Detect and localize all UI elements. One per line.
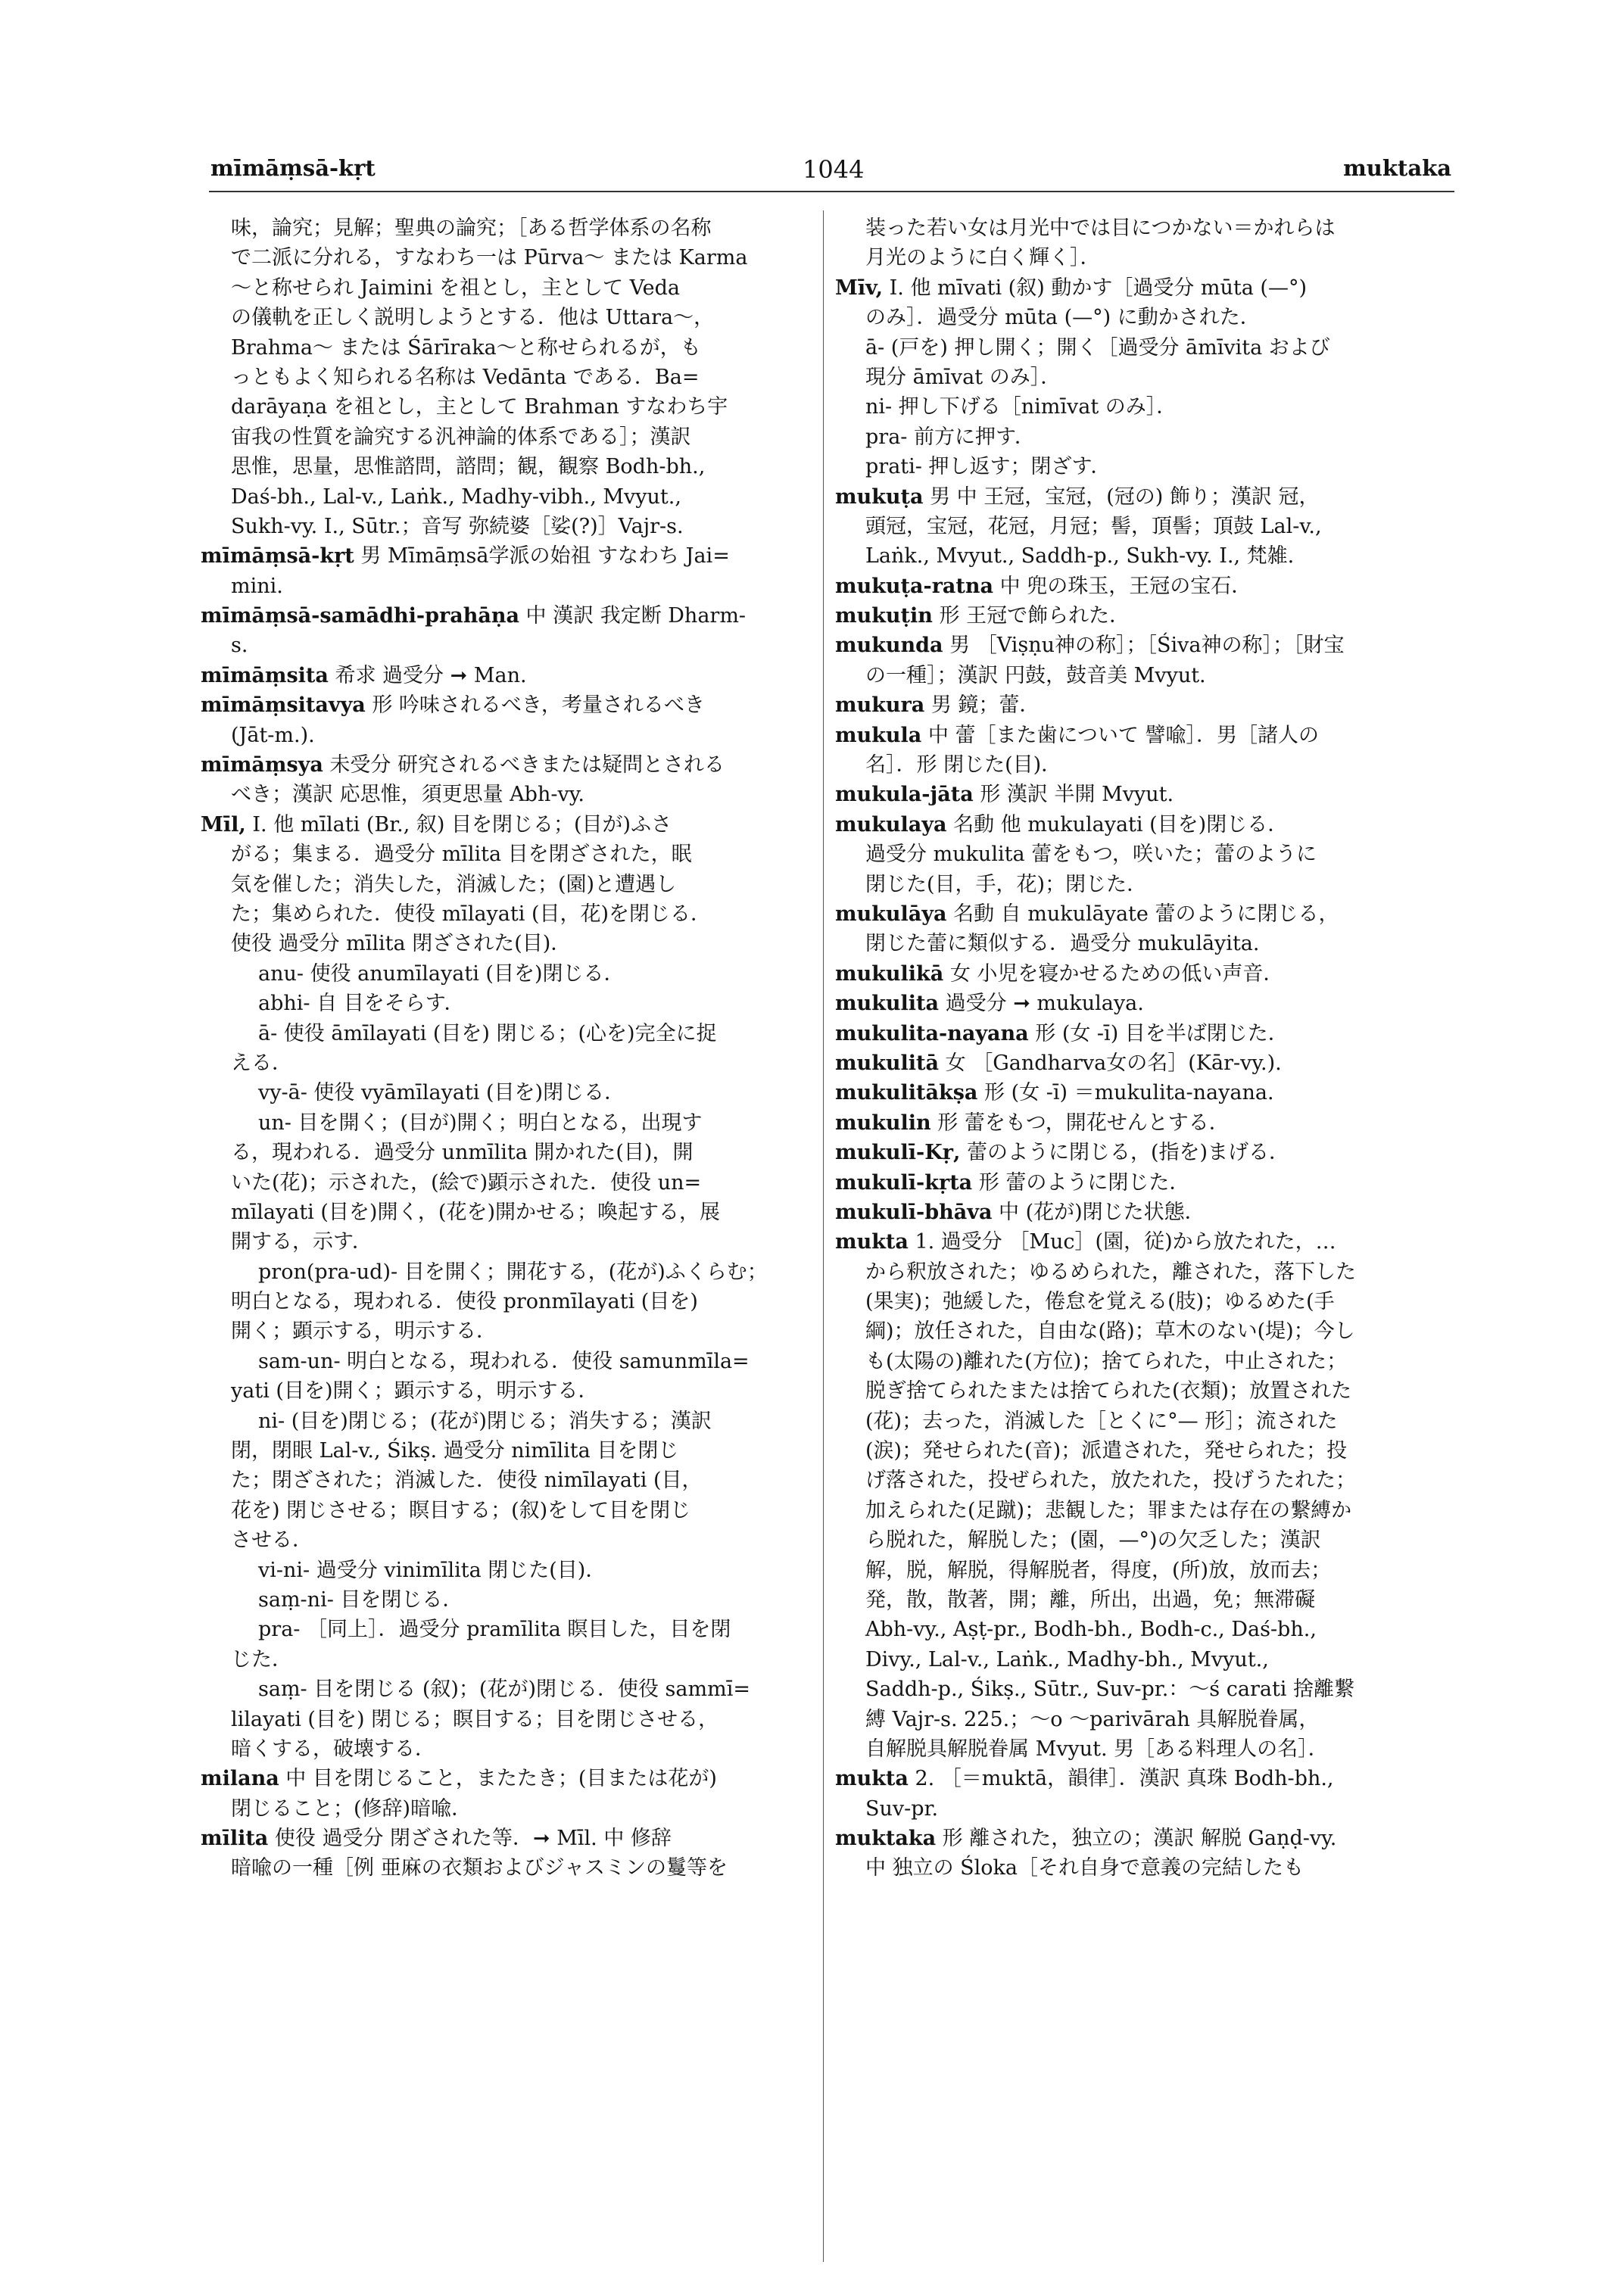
text-line: (果実)；弛緩した，倦怠を覚える(肢)；ゆるめた(手 — [865, 1290, 1335, 1314]
text-line: 装った若い女は月光中では目につかない＝かれらは — [865, 217, 1336, 240]
text-line: mukulitā 女 ［Gandharva女の名］(Kār-vy.). — [835, 1051, 1282, 1075]
headword: mukuṭin — [835, 604, 933, 628]
text-line: 名］．形 閉じた(目)． — [865, 753, 1062, 777]
headword: mukunda — [835, 634, 943, 658]
text-line: 花を) 閉じさせる；瞑目する；(叙)をして目を閉じ — [231, 1498, 691, 1522]
running-head-left: mīmāṃsā-kṛt — [210, 155, 376, 181]
text-line: mukulī-Kṛ, 蕾のように閉じる，(指を)まげる． — [835, 1141, 1290, 1165]
headword: mīmāṃsitavya — [201, 693, 366, 718]
text-line: げ落された，投ぜられた，放たれた，投げうたれた； — [865, 1469, 1356, 1493]
text-line: 脱ぎ捨てられたまたは捨てられた(衣類)；放置された — [865, 1379, 1352, 1404]
text-line: mukuṭa-ratna 中 兜の珠玉，王冠の宝石． — [835, 574, 1252, 598]
headword: mukulita-nayana — [835, 1021, 1029, 1045]
text-line: vy-ā- 使役 vyāmīlayati (目を)閉じる． — [258, 1081, 625, 1105]
text-line: pron(pra-ud)- 目を開く；開花する，(花が)ふくらむ； — [258, 1260, 768, 1284]
text-line: sam-un- 明白となる，現われる．使役 samunmīla= — [258, 1349, 750, 1373]
text-line: 加えられた(足蹴)；悲観した；罪または存在の繋縛か — [865, 1498, 1352, 1522]
text-line: の儀軌を正しく説明しようとする．他は Uttara～， — [231, 306, 715, 330]
text-line: Mīl, I. 他 mīlati (Br., 叙) 目を閉じる；(目が)ふさ — [201, 812, 672, 837]
text-line: た；閉ざされた；消滅した．使役 nimīlayati (目， — [231, 1469, 703, 1493]
text-line: pra- 前方に押す． — [865, 425, 1035, 449]
text-line: milana 中 目を閉じること，またたき；(目または花が) — [201, 1767, 717, 1791]
text-line: 過受分 mukulita 蕾をもつ，咲いた；蕾のように — [865, 843, 1317, 867]
text-line: pra- ［同上］．過受分 pramīlita 瞑目した，目を閉 — [258, 1618, 731, 1642]
headword: mukulī-Kṛ, — [835, 1141, 961, 1165]
headword: mukuṭa — [835, 484, 924, 509]
text-line: mukulī-kṛta 形 蕾のように閉じた． — [835, 1170, 1190, 1195]
text-line: un- 目を開く；(目が)開く；明白となる，出現す — [258, 1111, 703, 1135]
text-line: がる；集まる．過受分 mīlita 目を閉ざされた，眠 — [231, 843, 692, 867]
text-line: で二派に分れる，すなわち一は Pūrva～ または Karma — [231, 246, 748, 270]
text-line: 縛 Vajr-s. 225.；～o ～parivārah 具解脱眷属， — [865, 1707, 1320, 1731]
text-line: mukta 1. 過受分 ［Muc］(園，従)から放たれた，… — [835, 1230, 1336, 1254]
text-line: Mīv, I. 他 mīvati (叙) 動かす［過受分 mūta (—°) — [835, 276, 1308, 300]
text-line: 使役 過受分 mīlita 閉ざされた(目)． — [231, 932, 572, 956]
text-line: 閉じること；(修辞)暗喩． — [231, 1796, 472, 1821]
text-line: darāyaṇa を祖とし，主として Brahman すなわち宇 — [231, 395, 728, 419]
text-line: 閉じた(目，手，花)；閉じた． — [865, 872, 1148, 896]
text-line: saṃ- 目を閉じる (叙)；(花が)閉じる．使役 sammī= — [258, 1678, 750, 1702]
text-line: 思惟，思量，思惟諮問，諮問；観，観察 Bodh-bh., — [231, 455, 706, 479]
text-line: Abh-vy., Aṣṭ-pr., Bodh-bh., Bodh-c., Daś-bh., — [865, 1618, 1317, 1642]
text-line: 閉，閉眼 Lal-v., Śikṣ. 過受分 nimīlita 目を閉じ — [231, 1439, 679, 1463]
text-line: mukunda 男 ［Viṣṇu神の称］；［Śiva神の称］；［財宝 — [835, 634, 1345, 658]
text-line: Laṅk., Mvyut., Saddh-p., Sukh-vy. I., 梵雑. — [865, 544, 1295, 569]
text-line: mukulitākṣa 形 (女 -ī) ＝mukulita-nayana. — [835, 1081, 1274, 1105]
text-line: る，現われる．過受分 unmīlita 開かれた(目)，開 — [231, 1141, 694, 1165]
text-line: lilayati (目を) 閉じる；瞑目する；目を閉じさせる， — [231, 1707, 719, 1731]
headword: mīmāṃsya — [201, 753, 323, 777]
text-line: abhi- 自 目をそらす． — [258, 992, 465, 1016]
text-line: 明白となる，現われる．使役 pronmīlayati (目を) — [231, 1290, 698, 1314]
text-line: 味，論究；見解；聖典の論究；［ある哲学体系の名称 — [231, 217, 712, 240]
text-line: のみ］．過受分 mūta (—°) に動かされた． — [865, 306, 1261, 330]
column-divider — [823, 210, 824, 2262]
page-number: 1044 — [803, 155, 865, 184]
text-line: mīmāṃsā-kṛt 男 Mīmāṃsā学派の始祖 すなわち Jai= — [201, 544, 730, 569]
headword: mīmāṃsā-samādhi-prahāṇa — [201, 604, 519, 628]
text-line: mukura 男 鏡；蕾． — [835, 693, 1040, 718]
headword: mukulita — [835, 992, 940, 1016]
text-line: 宙我の性質を論究する汎神論的体系である］；漢訳 — [231, 425, 691, 449]
headword: mīmāṃsita — [201, 663, 329, 687]
text-line: mukulin 形 蕾をもつ，開花せんとする． — [835, 1111, 1230, 1135]
text-line: mukulāya 名動 自 mukulāyate 蕾のように閉じる， — [835, 902, 1339, 926]
text-line: (涙)；発せられた(音)；派遣された，発せられた；投 — [865, 1439, 1348, 1463]
text-line: も(太陽の)離れた(方位)；捨てられた，中止された； — [865, 1349, 1348, 1373]
running-head-right: muktaka — [1343, 155, 1451, 181]
text-line: saṃ-ni- 目を閉じる． — [258, 1587, 463, 1612]
headword: mukulaya — [835, 812, 947, 837]
header-rule — [209, 191, 1454, 192]
text-line: 暗喩の一種［例 亜麻の衣類およびジャスミンの鬘等を — [231, 1856, 728, 1880]
headword: mīmāṃsā-kṛt — [201, 544, 354, 569]
text-line: ā- 使役 āmīlayati (目を) 閉じる；(心を)完全に捉 — [258, 1021, 717, 1045]
text-line: 中 独立の Śloka［それ自身で意義の完結したも — [865, 1856, 1304, 1880]
text-line: 開する，示す． — [231, 1230, 372, 1254]
headword: mukulitā — [835, 1051, 940, 1075]
headword: muktaka — [835, 1827, 937, 1851]
text-line: 綱)；放任された，自由な(路)；草木のない(堤)；今し — [865, 1319, 1355, 1344]
text-line: べき；漢訳 応思惟，須更思量 Abh-vy. — [231, 783, 584, 807]
headword: mukulikā — [835, 961, 944, 986]
headword: Mīl, — [201, 812, 246, 837]
text-line: 解，脱，解脱，得解脱者，得度，(所)放，放而去； — [865, 1558, 1332, 1582]
left-column — [201, 213, 825, 2265]
text-line: 頭冠，宝冠，花冠，月冠；髻，頂髻；頂鼓 Lal-v., — [865, 514, 1322, 538]
text-line: させる． — [231, 1528, 313, 1553]
text-line: いた(花)；示された，(絵で)顕示された．使役 un= — [231, 1170, 702, 1195]
text-line: mīlayati (目を)開く，(花を)開かせる；喚起する，展 — [231, 1200, 720, 1224]
text-line: mukta 2. ［＝muktā，韻律］．漢訳 真珠 Bodh-bh., — [835, 1767, 1334, 1791]
text-line: (Jāt-m.). — [231, 723, 315, 747]
text-line: っともよく知られる名称は Vedānta である．Ba= — [231, 365, 700, 389]
text-line: ～と称せられ Jaimini を祖とし，主として Veda — [231, 276, 680, 300]
text-line: mukuṭa 男 中 王冠，宝冠，(冠の) 飾り；漢訳 冠， — [835, 484, 1320, 509]
headword: mukuṭa-ratna — [835, 574, 994, 598]
headword: mīlita — [201, 1827, 269, 1851]
text-line: Daś-bh., Lal-v., Laṅk., Madhy-vibh., Mvyut., — [231, 484, 681, 509]
text-line: 月光のように白く輝く］． — [865, 246, 1101, 270]
headword: mukulī-bhāva — [835, 1200, 993, 1224]
text-line: から釈放された；ゆるめられた，離された，落下した — [865, 1260, 1356, 1284]
text-line: 自解脱具解脱眷属 Mvyut. 男［ある料理人の名］． — [865, 1737, 1329, 1761]
headword: mukula — [835, 723, 922, 747]
text-line: mīlita 使役 過受分 閉ざされた等．➞ Mīl. 中 修辞 — [201, 1827, 672, 1851]
headword: mukulī-kṛta — [835, 1170, 973, 1195]
right-column — [835, 213, 1460, 2265]
text-line: 気を催した；消失した，消滅した；(園)と遭遇し — [231, 872, 677, 896]
text-line: ā- (戸を) 押し開く；開く［過受分 āmīvita および — [865, 335, 1330, 360]
text-line: mīmāṃsā-samādhi-prahāṇa 中 漢訳 我定断 Dharm- — [201, 604, 747, 628]
headword: mukula-jāta — [835, 783, 974, 807]
text-line: (花)；去った，消滅した［とくに°— 形］；流された — [865, 1409, 1338, 1433]
text-line: mīmāṃsitavya 形 吟味されるべき，考量されるべき — [201, 693, 705, 718]
text-line: Saddh-p., Śikṣ., Sūtr., Suv-pr.：～ś carati 捨離繋 — [865, 1678, 1355, 1702]
text-line: prati- 押し返す；閉ざす． — [865, 455, 1111, 479]
text-line: mukulita 過受分 ➞ mukulaya. — [835, 992, 1144, 1016]
headword: mukulin — [835, 1111, 931, 1135]
headword: mukulitākṣa — [835, 1081, 978, 1105]
text-line: 現分 āmīvat のみ］． — [865, 365, 1061, 389]
text-line: s. — [231, 634, 248, 658]
headword: mukta — [835, 1230, 909, 1254]
text-line: ni- (目を)閉じる；(花が)閉じる；消失する；漢訳 — [258, 1409, 712, 1433]
text-line: の一種］；漢訳 円鼓，鼓音美 Mvyut. — [865, 663, 1206, 687]
headword: mukta — [835, 1767, 909, 1791]
text-line: Brahma～ または Śārīraka～と称せられるが，も — [231, 335, 701, 360]
text-line: 開く；顕示する，明示する． — [231, 1319, 497, 1344]
headword: Mīv, — [835, 276, 884, 300]
headword: mukura — [835, 693, 925, 718]
text-line: mukulī-bhāva 中 (花が)閉じた状態． — [835, 1200, 1205, 1224]
text-line: ni- 押し下げる［nimīvat のみ］． — [865, 395, 1177, 419]
text-line: Sukh-vy. I., Sūtr.；音写 弥続婆［娑(?)］Vajr-s. — [231, 514, 684, 538]
text-line: vi-ni- 過受分 vinimīlita 閉じた(目)． — [258, 1558, 606, 1582]
text-line: た；集められた．使役 mīlayati (目，花)を閉じる． — [231, 902, 712, 926]
text-line: える． — [231, 1051, 292, 1075]
text-line: mukulaya 名動 他 mukulayati (目を)閉じる． — [835, 812, 1289, 837]
headword: mukulāya — [835, 902, 947, 926]
headword: milana — [201, 1767, 279, 1791]
text-line: 発，散，散著，開；離，所出，出過，免；無滞礙 — [865, 1587, 1315, 1612]
text-line: Suv-pr. — [865, 1796, 939, 1821]
text-line: 閉じた蕾に類似する．過受分 mukulāyita. — [865, 932, 1260, 956]
text-line: mukuṭin 形 王冠で飾られた． — [835, 604, 1130, 628]
text-line: じた． — [231, 1647, 292, 1671]
text-line: mukulikā 女 小児を寝かせるための低い声音． — [835, 961, 1284, 986]
text-line: 暗くする，破壊する． — [231, 1737, 435, 1761]
text-line: muktaka 形 離された，独立の；漢訳 解脱 Gaṇḍ-vy. — [835, 1827, 1337, 1851]
text-line: mīmāṃsita 希求 過受分 ➞ Man. — [201, 663, 527, 687]
text-line: mini. — [231, 574, 283, 598]
text-line: anu- 使役 anumīlayati (目を)閉じる． — [258, 961, 625, 986]
text-line: mukula-jāta 形 漢訳 半開 Mvyut. — [835, 783, 1174, 807]
text-line: ら脱れた，解脱した；(園，—°)の欠乏した；漢訳 — [865, 1528, 1321, 1553]
text-line: mīmāṃsya 未受分 研究されるべきまたは疑問とされる — [201, 753, 725, 777]
text-line: Divy., Lal-v., Laṅk., Madhy-bh., Mvyut., — [865, 1647, 1269, 1671]
text-line: mukula 中 蕾［また歯について 譬喩］．男［諸人の — [835, 723, 1320, 747]
text-line: yati (目を)開く；顕示する，明示する． — [231, 1379, 599, 1404]
text-line: mukulita-nayana 形 (女 -ī) 目を半ば閉じた． — [835, 1021, 1289, 1045]
